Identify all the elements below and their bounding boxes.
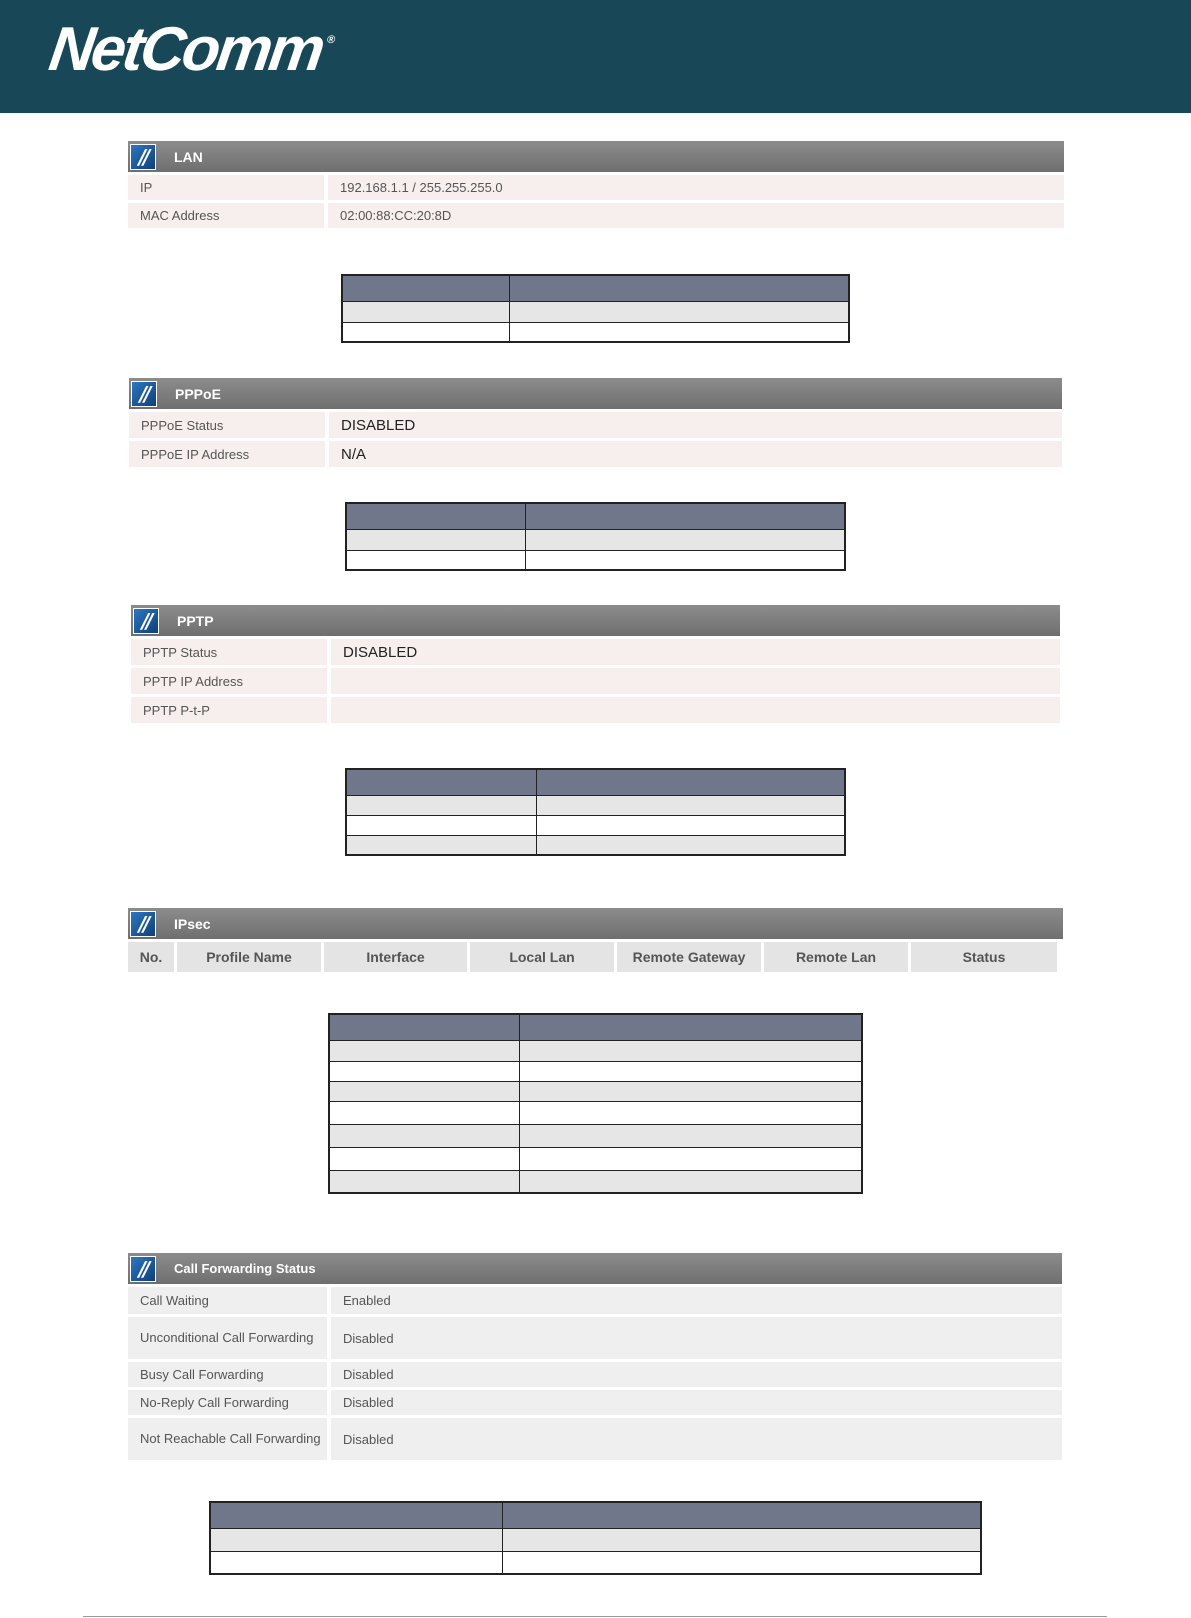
pptp-status-row: [131, 639, 1060, 665]
table-row: [346, 503, 845, 529]
ipsec-col-profile-name: Profile Name: [177, 942, 321, 972]
table-row: [342, 322, 849, 342]
call-forwarding-panel: [128, 1253, 1062, 1460]
netcomm-n-icon: //: [130, 911, 156, 937]
lan-ip-row: [128, 175, 1064, 200]
cf-row-not-reachable: [128, 1418, 1062, 1460]
cf-value: Disabled: [331, 1418, 1062, 1460]
ipsec-panel: [128, 908, 1063, 972]
pppoe-status-label: PPPoE Status: [129, 412, 325, 438]
table-row: [329, 1124, 862, 1147]
table-row: [346, 835, 845, 855]
lan-mac-value: 02:00:88:CC:20:8D: [328, 203, 1064, 228]
table-row: [346, 529, 845, 550]
call-forwarding-blank-table: [209, 1501, 982, 1575]
lan-panel: [128, 141, 1064, 228]
pppoe-panel: [129, 378, 1062, 467]
pptp-ip-label: PPTP IP Address: [131, 668, 327, 694]
pppoe-status-value: DISABLED: [329, 412, 1062, 438]
pptp-panel-title: // PPTP: [131, 605, 1060, 636]
table-row: [210, 1502, 981, 1528]
table-row: [210, 1528, 981, 1551]
ipsec-panel-title: // IPsec: [128, 908, 1063, 939]
pptp-ip-row: [131, 668, 1060, 694]
pptp-ip-value: [331, 668, 1060, 694]
pptp-blank-table: [345, 768, 846, 856]
cf-row-call-waiting: [128, 1287, 1062, 1314]
table-row: [346, 550, 845, 570]
pptp-ptp-value: [331, 697, 1060, 723]
ipsec-column-headers: [128, 942, 1063, 972]
pptp-ptp-label: PPTP P-t-P: [131, 697, 327, 723]
cf-value: Disabled: [331, 1390, 1062, 1415]
table-row: [346, 815, 845, 835]
table-row: [342, 301, 849, 322]
table-row: [329, 1061, 862, 1081]
pppoe-status-row: [129, 412, 1062, 438]
lan-blank-table: [341, 274, 850, 343]
cf-value: Disabled: [331, 1317, 1062, 1359]
cf-label: Unconditional Call Forwarding: [128, 1317, 327, 1359]
pptp-ptp-row: [131, 697, 1060, 723]
ipsec-col-local-lan: Local Lan: [470, 942, 614, 972]
table-row: [342, 275, 849, 301]
lan-ip-value: 192.168.1.1 / 255.255.255.0: [328, 175, 1064, 200]
table-row: [329, 1147, 862, 1170]
ipsec-blank-table: [328, 1013, 863, 1194]
footer-divider: [83, 1616, 1107, 1617]
ipsec-col-interface: Interface: [324, 942, 467, 972]
netcomm-n-icon: //: [133, 608, 159, 634]
lan-ip-label: IP: [128, 175, 324, 200]
pppoe-ip-label: PPPoE IP Address: [129, 441, 325, 467]
cf-row-busy: [128, 1362, 1062, 1387]
cf-label: No-Reply Call Forwarding: [128, 1390, 327, 1415]
ipsec-col-remote-gateway: Remote Gateway: [617, 942, 761, 972]
lan-mac-label: MAC Address: [128, 203, 324, 228]
page-header: [0, 0, 1191, 113]
lan-panel-title: // LAN: [128, 141, 1064, 172]
cf-label: Not Reachable Call Forwarding: [128, 1418, 327, 1460]
cf-row-unconditional: [128, 1317, 1062, 1359]
lan-mac-row: [128, 203, 1064, 228]
netcomm-n-icon: //: [131, 381, 157, 407]
cf-label: Call Waiting: [128, 1287, 327, 1314]
table-row: [329, 1081, 862, 1101]
pppoe-panel-title: // PPPoE: [129, 378, 1062, 409]
pppoe-blank-table: [345, 502, 846, 571]
ipsec-col-remote-lan: Remote Lan: [764, 942, 908, 972]
pppoe-ip-row: [129, 441, 1062, 467]
table-row: [329, 1014, 862, 1040]
netcomm-n-icon: //: [130, 1256, 156, 1282]
cf-value: Disabled: [331, 1362, 1062, 1387]
pptp-status-label: PPTP Status: [131, 639, 327, 665]
cf-row-no-reply: [128, 1390, 1062, 1415]
ipsec-col-no: No.: [128, 942, 174, 972]
table-row: [329, 1101, 862, 1124]
table-row: [210, 1551, 981, 1574]
pptp-status-value: DISABLED: [331, 639, 1060, 665]
table-row: [329, 1170, 862, 1193]
netcomm-logo: NetComm ®: [45, 15, 336, 84]
ipsec-col-status: Status: [911, 942, 1057, 972]
table-row: [346, 795, 845, 815]
cf-value: Enabled: [331, 1287, 1062, 1314]
pptp-panel: [131, 605, 1060, 723]
cf-label: Busy Call Forwarding: [128, 1362, 327, 1387]
table-row: [329, 1040, 862, 1061]
netcomm-n-icon: //: [130, 144, 156, 170]
call-forwarding-panel-title: // Call Forwarding Status: [128, 1253, 1062, 1284]
table-row: [346, 769, 845, 795]
pppoe-ip-value: N/A: [329, 441, 1062, 467]
